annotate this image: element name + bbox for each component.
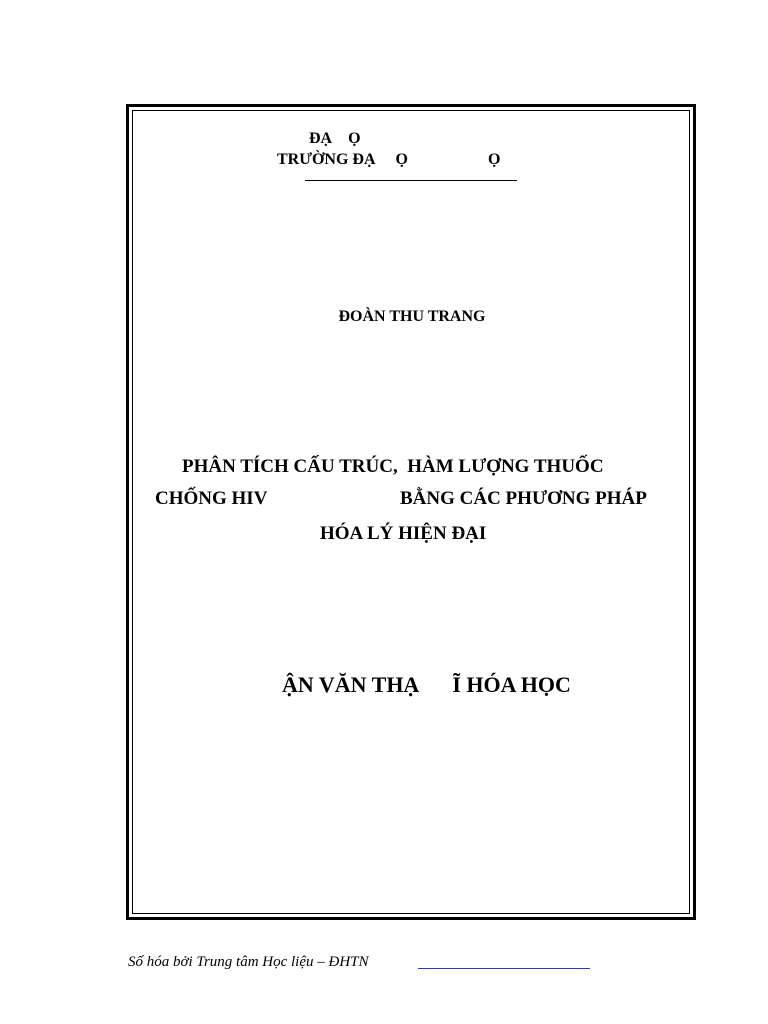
thesis-title-line-3: HÓA LÝ HIỆN ĐẠI xyxy=(320,523,487,544)
author-name: ĐOÀN THU TRANG xyxy=(338,308,486,325)
university-line: ĐẠ Ọ xyxy=(309,130,361,147)
footer-link[interactable] xyxy=(418,968,590,969)
footer-digitized-by: Số hóa bởi Trung tâm Học liệu – ĐHTN xyxy=(128,954,369,970)
header-divider xyxy=(305,180,517,181)
cover-inner-border xyxy=(132,110,690,914)
thesis-title-line-2-right: BẰNG CÁC PHƯƠNG PHÁP xyxy=(400,488,647,509)
degree-label: ẬN VĂN THẠ Ĩ HÓA HỌC xyxy=(282,672,571,697)
thesis-title-line-2-left: CHỐNG HIV xyxy=(155,488,268,509)
thesis-title-line-1: PHÂN TÍCH CẤU TRÚC, HÀM LƯỢNG THUỐC xyxy=(182,456,604,477)
cover-border xyxy=(126,104,696,920)
school-line: TRƯỜNG ĐẠ Ọ Ọ xyxy=(277,151,501,168)
